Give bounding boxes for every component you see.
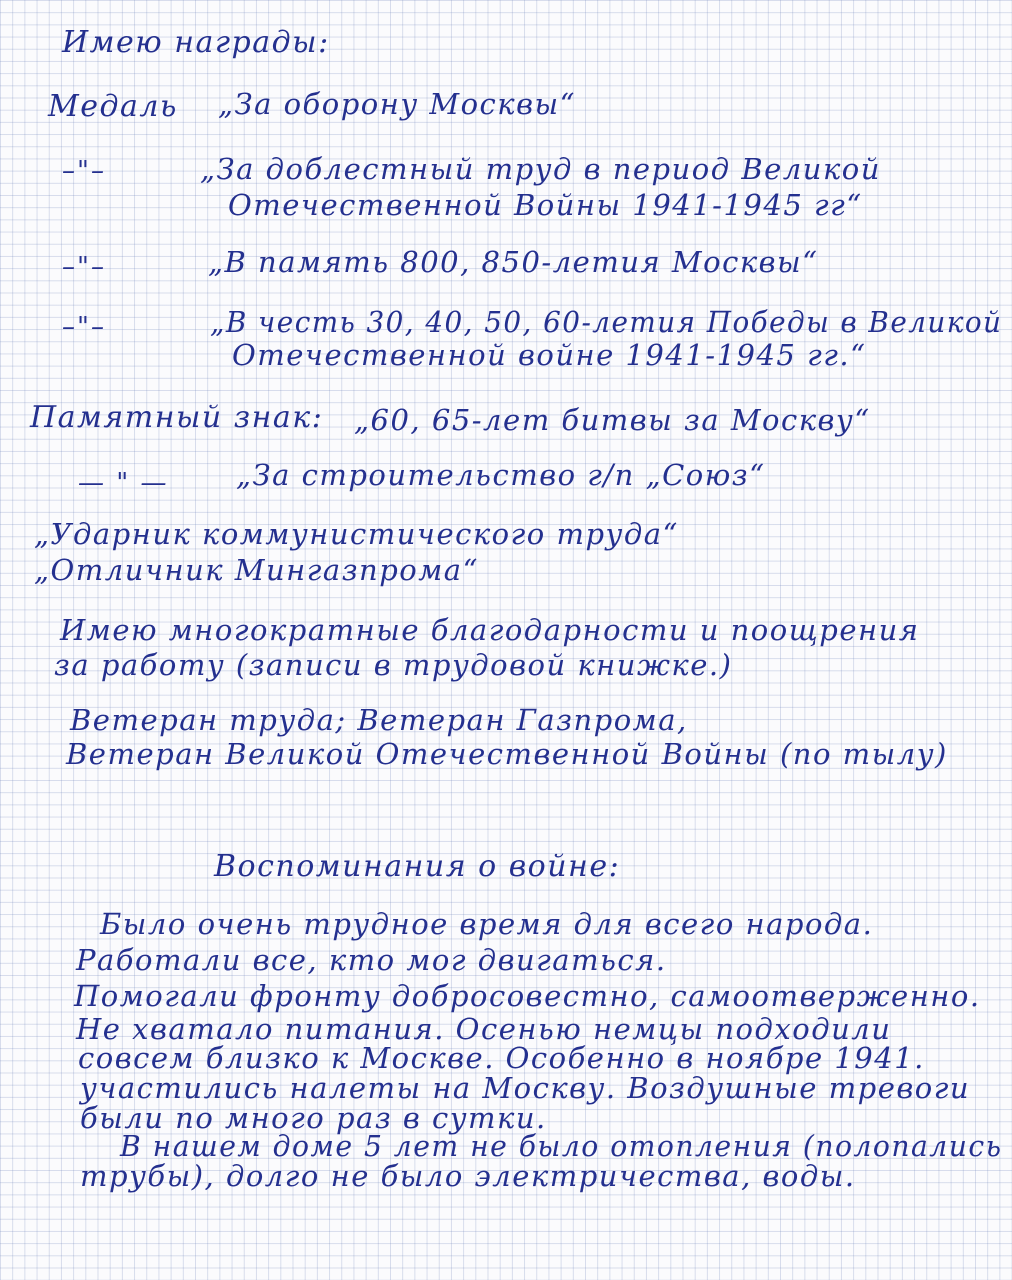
badge-battle-moscow: „60, 65-лет битвы за Москву“ bbox=[354, 403, 871, 437]
memory-line: Не хватало питания. Осенью немцы подходили bbox=[76, 1012, 892, 1046]
medal-labor-line-1: „За доблестный труд в период Великой bbox=[200, 152, 881, 186]
medal-moscow-defense: „За оборону Москвы“ bbox=[218, 87, 576, 121]
gratitude-line-2: за работу (записи в трудовой книжке.) bbox=[54, 648, 733, 682]
badge-label: Памятный знак: bbox=[30, 400, 324, 435]
veteran-line-2: Ветеран Великой Отечественной Войны (по тылу) bbox=[66, 737, 948, 771]
ditto-mark: –"– bbox=[62, 156, 106, 186]
ditto-mark: –"– bbox=[62, 312, 106, 342]
ditto-mark: — " — bbox=[78, 468, 169, 498]
memory-line: были по много раз в сутки. bbox=[80, 1101, 547, 1135]
memory-line: участились налеты на Москву. Воздушные тревоги bbox=[80, 1071, 971, 1105]
memory-line: Помогали фронту добросовестно, самоотверженно. bbox=[74, 979, 981, 1013]
memories-heading: Воспоминания о войне: bbox=[214, 849, 621, 884]
memory-line: Было очень трудное время для всего народа. bbox=[100, 907, 874, 941]
title-mingazprom: „Отличник Мингазпрома“ bbox=[34, 553, 479, 587]
medal-victory-line-2: Отечественной войне 1941-1945 гг.“ bbox=[232, 338, 867, 372]
title-communist-labor: „Ударник коммунистического труда“ bbox=[34, 517, 679, 551]
medal-moscow-anniversary: „В память 800, 850-летия Москвы“ bbox=[208, 245, 819, 279]
medal-label: Медаль bbox=[48, 89, 178, 124]
ditto-mark: –"– bbox=[62, 252, 106, 282]
memory-line: Работали все, кто мог двигаться. bbox=[76, 943, 667, 977]
badge-soyuz-construction: „За строительство г/п „Союз“ bbox=[236, 458, 766, 492]
medal-victory-line-1: „В честь 30, 40, 50, 60-летия Победы в Великой bbox=[210, 305, 1003, 339]
veteran-line-1: Ветеран труда; Ветеран Газпрома, bbox=[70, 703, 688, 737]
gratitude-line-1: Имею многократные благодарности и поощрения bbox=[60, 613, 920, 647]
memory-line: В нашем доме 5 лет не было отопления (полопались bbox=[120, 1129, 1003, 1163]
memory-line: трубы), долго не было электричества, воды. bbox=[80, 1159, 856, 1193]
memory-line: совсем близко к Москве. Особенно в ноябре 1941. bbox=[78, 1041, 925, 1075]
medal-labor-line-2: Отечественной Войны 1941-1945 гг“ bbox=[228, 188, 863, 222]
awards-heading: Имею награды: bbox=[62, 25, 330, 60]
